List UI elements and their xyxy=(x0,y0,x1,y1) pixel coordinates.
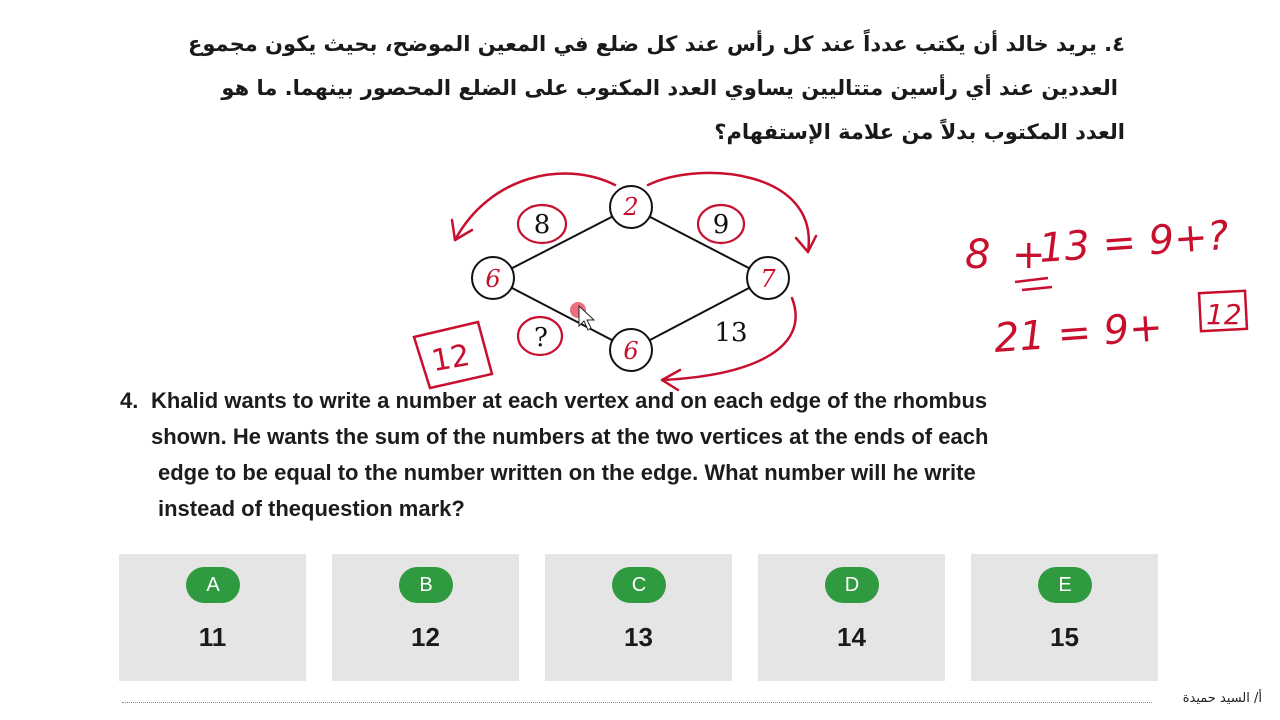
vertex-bottom-value: 6 xyxy=(623,337,639,365)
option-d-value: 14 xyxy=(837,622,866,652)
edge-bottom-left-label: ? xyxy=(534,323,548,353)
option-b-value: 12 xyxy=(411,622,440,652)
option-a[interactable] xyxy=(119,554,306,681)
boxed-answer-value: 12 xyxy=(428,337,473,380)
english-question-line-2: shown. He wants the sum of the numbers at the two vertices at the ends of each xyxy=(151,424,989,449)
edge-bottom-right-label: 13 xyxy=(714,318,748,348)
option-a-value: 11 xyxy=(198,622,227,652)
option-e-letter: E xyxy=(1038,567,1092,603)
english-question-line-3: edge to be equal to the number written on the edge. What number will he write xyxy=(158,460,976,485)
hand-eq2-boxed: 12 xyxy=(1206,298,1242,331)
option-e[interactable] xyxy=(971,554,1158,681)
author-credit: أ/ السيد حميدة xyxy=(1182,691,1262,706)
hand-eq1-rest: 13 = 9+? xyxy=(1037,212,1231,272)
option-d-letter: D xyxy=(825,567,879,603)
arabic-question-line-3: العدد المكتوب بدلاً من علامة الإستفهام؟ xyxy=(714,120,1125,144)
option-a-letter: A xyxy=(186,567,240,603)
mouse-cursor-icon xyxy=(570,302,594,330)
footer-divider xyxy=(122,702,1152,703)
option-b-letter: B xyxy=(399,567,453,603)
vertex-left-value: 6 xyxy=(485,265,501,293)
edge-top-left-label: 8 xyxy=(533,210,551,240)
option-b[interactable] xyxy=(332,554,519,681)
arabic-question-line-1: ٤. يريد خالد أن يكتب عدداً عند كل رأس عند كل ضلع في المعين الموضح، بحيث يكون مجموع xyxy=(187,32,1125,56)
option-d[interactable] xyxy=(758,554,945,681)
question-number: 4. xyxy=(120,388,139,413)
english-question-line-4: instead of thequestion mark? xyxy=(158,496,465,521)
option-c[interactable] xyxy=(545,554,732,681)
hand-eq1-left: 8 xyxy=(965,232,991,278)
hand-eq2-left: 21 = 9+ xyxy=(992,304,1165,362)
option-c-letter: C xyxy=(612,567,666,603)
arabic-question-line-2: العددين عند أي رأسين متتاليين يساوي العدد المكتوب على الضلع المحصور بينهما. ما هو xyxy=(221,76,1118,100)
hand-eq1-plus: + xyxy=(1012,232,1046,278)
edge-top-right-label: 9 xyxy=(712,210,730,240)
english-question-line-1: Khalid wants to write a number at each vertex and on each edge of the rhombus xyxy=(151,388,988,413)
option-c-value: 13 xyxy=(624,622,653,652)
vertex-top-value: 2 xyxy=(623,193,639,221)
option-e-value: 15 xyxy=(1050,622,1079,652)
vertex-right-value: 7 xyxy=(760,265,776,293)
